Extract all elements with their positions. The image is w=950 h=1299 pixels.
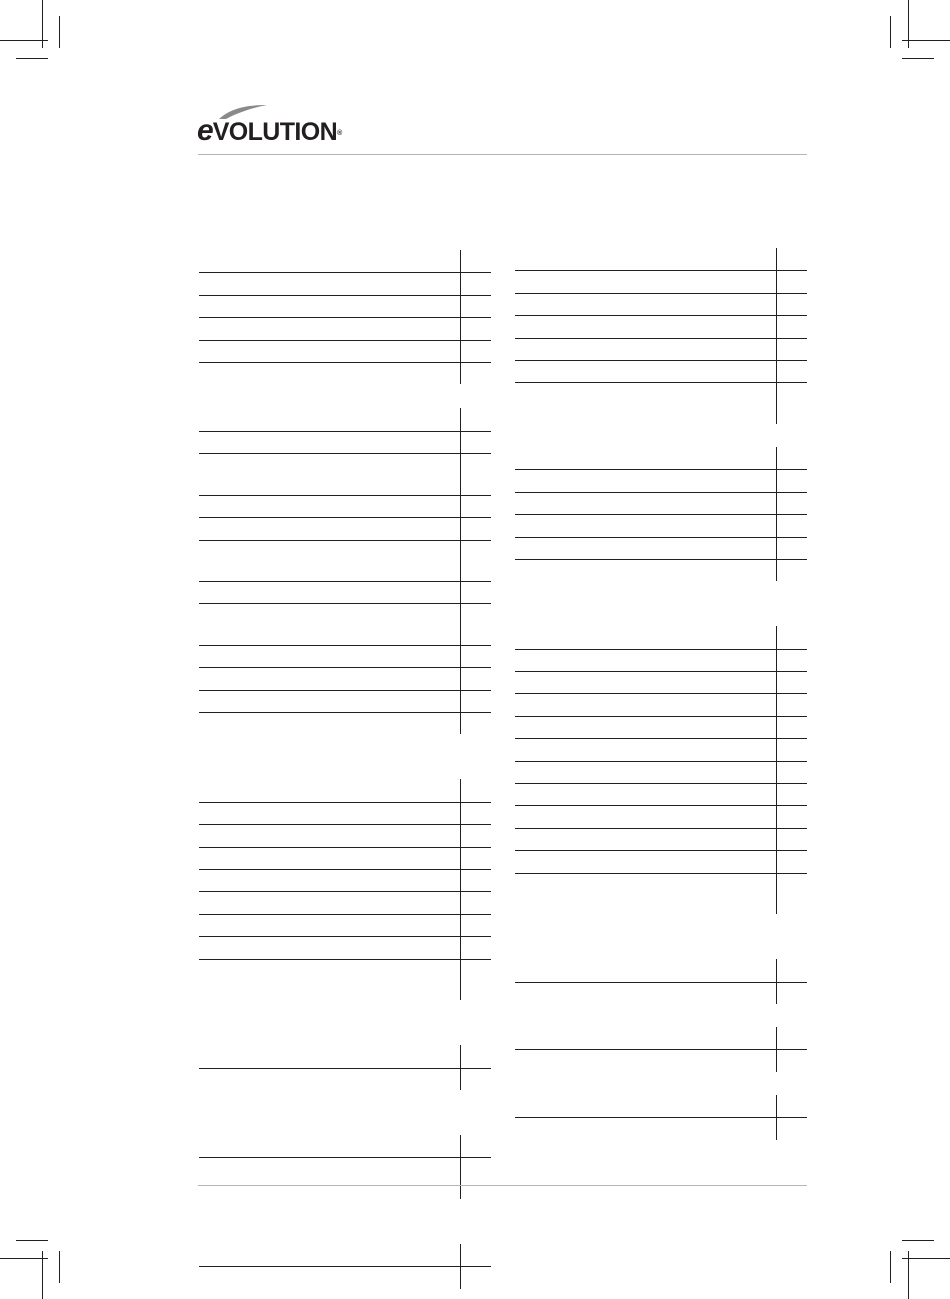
toc-row-rule [199,1266,491,1267]
toc-row-rule [199,690,491,691]
logo-wordmark: eVOLUTION® [197,114,343,147]
toc-row-rule [199,517,491,518]
toc-page-divider [460,779,461,1000]
toc-row-rule [199,667,491,668]
toc-row-rule [199,495,491,496]
toc-row-rule [515,315,807,316]
toc-row-rule [199,453,491,454]
toc-row-rule [199,581,491,582]
toc-row-rule [515,469,807,470]
toc-row-rule [515,873,807,874]
toc-page-divider [776,626,777,914]
header-rule [198,154,807,155]
toc-row-rule [515,649,807,650]
toc-page-divider [460,1045,461,1090]
toc-row-rule [199,802,491,803]
logo-wordmark-rest: VOLUTION [212,118,338,146]
toc-row-rule [515,360,807,361]
toc-row-rule [199,540,491,541]
toc-row-rule [515,1117,807,1118]
crop-mark [59,1251,60,1283]
toc-row-rule [515,738,807,739]
toc-row-rule [515,761,807,762]
toc-row-rule [515,693,807,694]
toc-row-rule [199,295,491,296]
toc-row-rule [199,272,491,273]
toc-page-divider [776,447,777,581]
toc-row-rule [515,982,807,983]
toc-row-rule [199,959,491,960]
crop-mark [902,58,934,59]
toc-page-divider [776,1095,777,1140]
crop-mark [59,16,60,48]
toc-row-rule [515,514,807,515]
toc-row-rule [515,850,807,851]
toc-row-rule [199,869,491,870]
toc-page-divider [776,959,777,1004]
toc-row-rule [199,914,491,915]
toc-row-rule [515,1049,807,1050]
crop-mark [0,1258,48,1259]
toc-row-rule [199,936,491,937]
toc-page-divider [460,250,461,384]
toc-row-rule [515,492,807,493]
crop-mark [890,1251,891,1283]
toc-row-rule [515,382,807,383]
toc-row-rule [199,317,491,318]
toc-row-rule [199,431,491,432]
crop-mark [16,58,48,59]
toc-row-rule [515,716,807,717]
toc-page-divider [460,408,461,734]
crop-mark [902,1240,934,1241]
toc-page-divider [460,1244,461,1289]
crop-mark [0,40,48,41]
toc-row-rule [515,828,807,829]
crop-mark [902,40,950,41]
evolution-logo [197,104,347,148]
toc-row-rule [199,824,491,825]
crop-mark [890,16,891,48]
crop-mark [902,1258,950,1259]
footer-rule [198,1185,807,1186]
toc-row-rule [199,603,491,604]
toc-row-rule [515,338,807,339]
toc-page-divider [776,248,777,424]
toc-page-divider [776,1027,777,1072]
crop-mark [16,1240,48,1241]
toc-row-rule [515,671,807,672]
toc-page-divider [460,1135,461,1199]
toc-row-rule [515,293,807,294]
toc-row-rule [199,891,491,892]
toc-row-rule [515,537,807,538]
toc-row-rule [515,559,807,560]
toc-row-rule [199,847,491,848]
toc-row-rule [199,1157,491,1158]
toc-row-rule [515,270,807,271]
toc-row-rule [515,783,807,784]
toc-row-rule [199,340,491,341]
toc-row-rule [199,362,491,363]
toc-row-rule [199,645,491,646]
toc-row-rule [515,805,807,806]
toc-row-rule [199,1068,491,1069]
toc-row-rule [199,712,491,713]
